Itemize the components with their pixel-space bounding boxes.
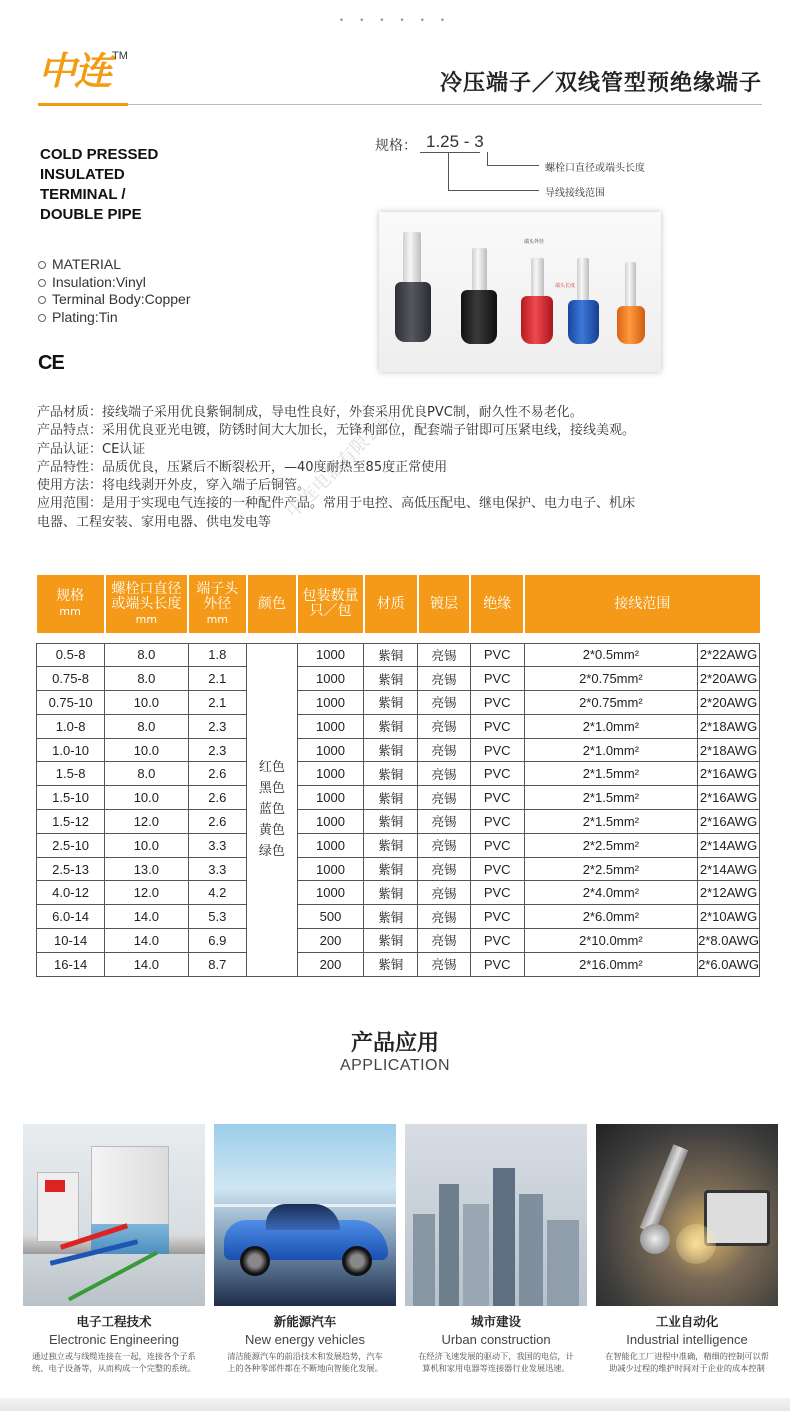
material-text: MATERIAL <box>52 256 121 272</box>
header-accent-bar <box>38 103 128 106</box>
terminal-boot <box>617 306 645 344</box>
wire-leader-line <box>420 152 480 153</box>
spec-table <box>36 575 760 977</box>
cell-awg: 2*6.0AWG <box>698 952 760 976</box>
cell-mat: 紫铜 <box>364 833 418 857</box>
description-line: 产品认证：CE认证 <box>37 441 146 457</box>
table-header-row <box>37 575 760 633</box>
robot-joint <box>640 1224 670 1254</box>
table-gap-row <box>37 633 760 643</box>
cell-plate: 亮锡 <box>418 952 470 976</box>
cell-ins: PVC <box>470 667 524 691</box>
cell-len: 13.0 <box>105 857 188 881</box>
cell-spec: 1.5-12 <box>37 810 105 834</box>
cell-colors <box>247 643 298 976</box>
cell-plate: 亮锡 <box>418 786 470 810</box>
material-item <box>38 309 191 327</box>
wheel <box>342 1246 372 1276</box>
cell-mat: 紫铜 <box>364 738 418 762</box>
header-label: 规格 <box>56 588 85 604</box>
product-photo <box>379 212 661 372</box>
terminal-boot <box>568 300 599 344</box>
cell-ins: PVC <box>470 714 524 738</box>
cell-spec: 1.5-8 <box>37 762 105 786</box>
cell-len: 8.0 <box>105 667 188 691</box>
application-card-industrial <box>596 1124 778 1374</box>
cell-awg: 2*14AWG <box>698 857 760 881</box>
table-row <box>37 786 760 810</box>
cell-mat: 紫铜 <box>364 786 418 810</box>
cell-mat: 紫铜 <box>364 714 418 738</box>
card-subtitle: New energy vehicles <box>245 1332 365 1347</box>
header-label: 端子头 外径 <box>196 580 239 612</box>
material-item <box>38 274 191 292</box>
cell-qty: 1000 <box>297 810 363 834</box>
cell-mm2: 2*2.5mm² <box>524 833 697 857</box>
cell-plate: 亮锡 <box>418 667 470 691</box>
table-row <box>37 857 760 881</box>
card-description-line: 上的各种零部件都在不断地向智能化发展。 <box>227 1363 383 1373</box>
cell-mat: 紫铜 <box>364 881 418 905</box>
cell-plate: 亮锡 <box>418 881 470 905</box>
header-label: 包装数量 只／包 <box>302 588 359 619</box>
english-title-line: INSULATED <box>40 166 125 183</box>
cell-spec: 16-14 <box>37 952 105 976</box>
cell-len: 8.0 <box>105 714 188 738</box>
cell-ins: PVC <box>470 643 524 667</box>
cell-len: 10.0 <box>105 738 188 762</box>
cell-plate: 亮锡 <box>418 810 470 834</box>
industrial-automation-image <box>596 1124 778 1306</box>
cell-od: 3.3 <box>188 833 247 857</box>
building <box>439 1184 459 1306</box>
cell-len: 10.0 <box>105 691 188 715</box>
description-line: 产品材质：接线端子采用优良紫铜制成，导电性良好，外套采用优良PVC制，耐久性不易老化。 <box>37 405 583 420</box>
cell-awg: 2*16AWG <box>698 786 760 810</box>
breaker-switch <box>45 1180 65 1192</box>
cell-mm2: 2*16.0mm² <box>524 952 697 976</box>
cell-len: 14.0 <box>105 905 188 929</box>
cell-awg: 2*22AWG <box>698 643 760 667</box>
cell-spec: 0.75-10 <box>37 691 105 715</box>
cell-spec: 1.5-10 <box>37 786 105 810</box>
cell-ins: PVC <box>470 810 524 834</box>
terminal-boot <box>521 296 553 344</box>
card-description-line: 统、电子设备等，从而构成一个完整的系统。 <box>32 1363 196 1373</box>
header-cell <box>105 575 188 633</box>
header-cell <box>364 575 418 633</box>
spark-glow <box>676 1224 716 1264</box>
cell-spec: 10-14 <box>37 929 105 953</box>
cell-len: 14.0 <box>105 952 188 976</box>
card-title: 电子工程技术 <box>76 1314 152 1329</box>
english-title <box>40 145 250 225</box>
card-description-line: 助减少过程的维护时间对于企业的成本控制 <box>609 1363 765 1373</box>
cell-awg: 2*16AWG <box>698 810 760 834</box>
cell-od: 2.6 <box>188 762 247 786</box>
card-description <box>23 1350 205 1374</box>
cell-od: 6.9 <box>188 929 247 953</box>
cell-ins: PVC <box>470 929 524 953</box>
cell-awg: 2*8.0AWG <box>698 929 760 953</box>
cell-awg: 2*16AWG <box>698 762 760 786</box>
cell-len: 10.0 <box>105 833 188 857</box>
cell-mat: 紫铜 <box>364 691 418 715</box>
cell-spec: 6.0-14 <box>37 905 105 929</box>
cell-qty: 1000 <box>297 667 363 691</box>
spec-value: 1.25 - 3 <box>426 132 484 151</box>
cell-awg: 2*20AWG <box>698 691 760 715</box>
card-description-line: 清洁能源汽车的前沿技术和发展趋势，汽车 <box>227 1351 383 1361</box>
cell-mat: 紫铜 <box>364 857 418 881</box>
cell-ins: PVC <box>470 762 524 786</box>
cell-plate: 亮锡 <box>418 929 470 953</box>
cell-awg: 2*12AWG <box>698 881 760 905</box>
robot-arm <box>640 1144 689 1233</box>
electronic-engineering-image <box>23 1124 205 1306</box>
description-line: 应用范围：是用于实现电气连接的一种配件产品。常用于电控、高低压配电、继电保护、电力电子、机床 <box>37 496 636 512</box>
cell-ins: PVC <box>470 833 524 857</box>
card-description-line: 在智能化工厂进程中准确，精细的控制可以帮 <box>605 1351 769 1361</box>
cell-ins: PVC <box>470 738 524 762</box>
building <box>519 1194 543 1306</box>
table-body <box>37 633 760 976</box>
cell-len: 8.0 <box>105 643 188 667</box>
card-description <box>214 1350 396 1374</box>
cell-qty: 200 <box>297 952 363 976</box>
header-label: 颜色 <box>257 595 286 612</box>
cell-awg: 2*18AWG <box>698 738 760 762</box>
bolt-leader-line <box>487 165 539 166</box>
building <box>463 1204 489 1306</box>
cell-plate: 亮锡 <box>418 762 470 786</box>
ce-mark-icon: CE <box>38 352 64 374</box>
description-line: 产品特性：品质优良，压紧后不断裂松开，—40度耐热至85度正常使用 <box>37 459 448 475</box>
terminal-tube <box>403 232 421 288</box>
cell-od: 4.2 <box>188 881 247 905</box>
logo-text: 中连 <box>38 49 111 93</box>
table-row <box>37 952 760 976</box>
header-cell <box>37 575 105 633</box>
wheel <box>240 1246 270 1276</box>
header-cell <box>188 575 247 633</box>
header-divider <box>38 104 762 105</box>
header-cell <box>297 575 363 633</box>
terminal-boot <box>395 282 431 342</box>
material-text: Plating:Tin <box>52 308 118 325</box>
new-energy-vehicle-image <box>214 1124 396 1306</box>
application-subtitle: APPLICATION <box>339 1057 451 1074</box>
card-subtitle: Electronic Engineering <box>48 1332 180 1347</box>
cell-len: 12.0 <box>105 810 188 834</box>
cell-mat: 紫铜 <box>364 929 418 953</box>
terminal-tube <box>531 258 544 300</box>
table-row <box>37 810 760 834</box>
product-description <box>37 404 767 532</box>
table-row <box>37 691 760 715</box>
english-title-line: DOUBLE PIPE <box>40 206 142 223</box>
cell-ins: PVC <box>470 881 524 905</box>
bullet-icon <box>38 261 46 269</box>
card-title: 城市建设 <box>470 1314 521 1329</box>
photo-tag-side: 端头长度 <box>555 283 576 289</box>
terminal-tube <box>625 262 636 310</box>
cell-qty: 1000 <box>297 833 363 857</box>
cell-len: 8.0 <box>105 762 188 786</box>
cell-ins: PVC <box>470 786 524 810</box>
table-row <box>37 738 760 762</box>
description-line: 电器、工程安装、家用电器、供电发电等 <box>37 514 272 530</box>
cell-plate: 亮锡 <box>418 905 470 929</box>
table-row <box>37 905 760 929</box>
cell-qty: 1000 <box>297 691 363 715</box>
cell-qty: 1000 <box>297 786 363 810</box>
cell-od: 3.3 <box>188 857 247 881</box>
header-cell <box>418 575 470 633</box>
header-label: 绝缘 <box>483 595 512 612</box>
header-label: 材质 <box>376 595 405 612</box>
bullet-icon <box>38 296 46 304</box>
cell-od: 1.8 <box>188 643 247 667</box>
cell-od: 8.7 <box>188 952 247 976</box>
cell-spec: 1.0-8 <box>37 714 105 738</box>
cell-mm2: 2*1.5mm² <box>524 810 697 834</box>
cell-len: 14.0 <box>105 929 188 953</box>
description-line: 使用方法：将电线剥开外皮，穿入端子后铜管。 <box>37 478 311 494</box>
card-description-line: 算机和家用电器等连接器行业发展迅速。 <box>422 1363 570 1373</box>
top-dots: • • • • • • <box>338 16 452 26</box>
cell-mm2: 2*1.0mm² <box>524 714 697 738</box>
car-cabin <box>266 1204 340 1230</box>
terminal-tube <box>577 258 589 304</box>
application-card-electronic <box>23 1124 205 1374</box>
gap-cell <box>37 633 760 643</box>
spec-label: 规格： <box>375 138 417 154</box>
material-item <box>38 291 191 309</box>
english-title-line: COLD PRESSED <box>40 146 159 163</box>
description-line: 产品特点：采用优良亚光电镀，防锈时间大大加长，无锋利部位，配套端子钳即可压紧电线，接线美观。 <box>37 423 636 439</box>
card-description-line: 通过独立或与线缆连接在一起，连接各个子系 <box>32 1351 196 1361</box>
card-description <box>405 1350 587 1374</box>
color-option: 蓝色 <box>258 802 285 818</box>
cell-awg: 2*20AWG <box>698 667 760 691</box>
building <box>493 1168 515 1306</box>
page-title: 冷压端子／双线管型预绝缘端子 <box>439 71 762 96</box>
table-row <box>37 833 760 857</box>
cell-mm2: 2*0.75mm² <box>524 667 697 691</box>
cell-mm2: 2*10.0mm² <box>524 929 697 953</box>
cell-ins: PVC <box>470 905 524 929</box>
card-subtitle: Industrial intelligence <box>626 1332 748 1347</box>
header-unit: mm <box>59 605 81 618</box>
cell-spec: 0.75-8 <box>37 667 105 691</box>
cell-mat: 紫铜 <box>364 667 418 691</box>
table-row <box>37 667 760 691</box>
cell-spec: 4.0-12 <box>37 881 105 905</box>
bullet-icon <box>38 314 46 322</box>
cell-mm2: 2*1.5mm² <box>524 786 697 810</box>
wire-leader-line <box>448 152 449 190</box>
cell-qty: 1000 <box>297 881 363 905</box>
cell-mat: 紫铜 <box>364 810 418 834</box>
header-label: 螺栓口直径 或端头长度 <box>111 580 182 612</box>
urban-construction-image <box>405 1124 587 1306</box>
material-text: Insulation:Vinyl <box>52 273 146 290</box>
table-row <box>37 762 760 786</box>
cell-qty: 1000 <box>297 643 363 667</box>
cell-len: 10.0 <box>105 786 188 810</box>
building <box>547 1220 579 1306</box>
cell-mm2: 2*1.5mm² <box>524 762 697 786</box>
english-title-line: TERMINAL / <box>40 186 126 203</box>
cell-od: 5.3 <box>188 905 247 929</box>
material-item <box>38 256 191 274</box>
cell-qty: 1000 <box>297 857 363 881</box>
cell-qty: 1000 <box>297 738 363 762</box>
card-subtitle: Urban construction <box>441 1332 551 1347</box>
cell-awg: 2*18AWG <box>698 714 760 738</box>
cell-plate: 亮锡 <box>418 833 470 857</box>
color-option: 黄色 <box>258 823 285 839</box>
cell-od: 2.6 <box>188 810 247 834</box>
cell-mm2: 2*4.0mm² <box>524 881 697 905</box>
cell-qty: 1000 <box>297 762 363 786</box>
wire-green <box>68 1251 158 1301</box>
cell-qty: 500 <box>297 905 363 929</box>
cell-plate: 亮锡 <box>418 738 470 762</box>
bolt-leader-line <box>487 152 488 166</box>
table-row <box>37 643 760 667</box>
material-text: Terminal Body:Copper <box>52 291 191 307</box>
cell-awg: 2*14AWG <box>698 833 760 857</box>
table-row <box>37 881 760 905</box>
wire-annotation: 导线接线范围 <box>545 188 605 199</box>
cell-plate: 亮锡 <box>418 714 470 738</box>
logo-trademark: TM <box>112 50 128 62</box>
card-description <box>596 1350 778 1374</box>
brand-logo <box>38 48 128 96</box>
table-row <box>37 929 760 953</box>
cell-od: 2.3 <box>188 738 247 762</box>
card-title: 工业自动化 <box>655 1314 719 1329</box>
cell-spec: 0.5-8 <box>37 643 105 667</box>
cell-spec: 2.5-13 <box>37 857 105 881</box>
color-option: 绿色 <box>258 844 285 860</box>
application-title: 产品应用 <box>350 1031 439 1056</box>
cell-od: 2.3 <box>188 714 247 738</box>
cell-mat: 紫铜 <box>364 952 418 976</box>
wire-leader-line <box>448 190 539 191</box>
color-option: 红色 <box>258 760 285 776</box>
cell-mm2: 2*6.0mm² <box>524 905 697 929</box>
cell-len: 12.0 <box>105 881 188 905</box>
cell-mat: 紫铜 <box>364 905 418 929</box>
card-description-line: 在经济飞速发展的驱动下，我国的电信，计 <box>418 1351 574 1361</box>
cell-mat: 紫铜 <box>364 643 418 667</box>
building <box>413 1214 435 1306</box>
cell-mat: 紫铜 <box>364 762 418 786</box>
cell-plate: 亮锡 <box>418 643 470 667</box>
cell-qty: 200 <box>297 929 363 953</box>
cell-od: 2.6 <box>188 786 247 810</box>
header-cell <box>247 575 298 633</box>
watermark: 中连电器有限公司 <box>282 405 400 523</box>
cell-plate: 亮锡 <box>418 691 470 715</box>
cell-ins: PVC <box>470 691 524 715</box>
header-unit: mm <box>206 612 229 626</box>
cell-qty: 1000 <box>297 714 363 738</box>
bolt-annotation: 螺栓口直径或端头长度 <box>545 163 645 174</box>
bottom-bar <box>0 1398 790 1411</box>
terminal-boot <box>461 290 497 344</box>
cell-awg: 2*10AWG <box>698 905 760 929</box>
cell-mm2: 2*2.5mm² <box>524 857 697 881</box>
header-label: 接线范围 <box>614 595 671 612</box>
header-cell <box>470 575 524 633</box>
photo-tag-top: 端头外径 <box>524 239 545 245</box>
cell-mm2: 2*0.5mm² <box>524 643 697 667</box>
color-option: 黑色 <box>258 781 285 797</box>
bullet-icon <box>38 279 46 287</box>
material-list <box>38 256 191 326</box>
table-row <box>37 714 760 738</box>
application-card-urban <box>405 1124 587 1374</box>
cell-spec: 1.0-10 <box>37 738 105 762</box>
card-title: 新能源汽车 <box>273 1314 337 1329</box>
header-label: 镀层 <box>430 595 458 612</box>
header-cell <box>524 575 759 633</box>
cell-spec: 2.5-10 <box>37 833 105 857</box>
cell-mm2: 2*0.75mm² <box>524 691 697 715</box>
cell-plate: 亮锡 <box>418 857 470 881</box>
cell-od: 2.1 <box>188 691 247 715</box>
header-unit: mm <box>135 612 158 626</box>
terminal-tube <box>472 248 487 294</box>
cell-od: 2.1 <box>188 667 247 691</box>
cell-ins: PVC <box>470 952 524 976</box>
cell-mm2: 2*1.0mm² <box>524 738 697 762</box>
cell-ins: PVC <box>470 857 524 881</box>
application-card-vehicle <box>214 1124 396 1374</box>
